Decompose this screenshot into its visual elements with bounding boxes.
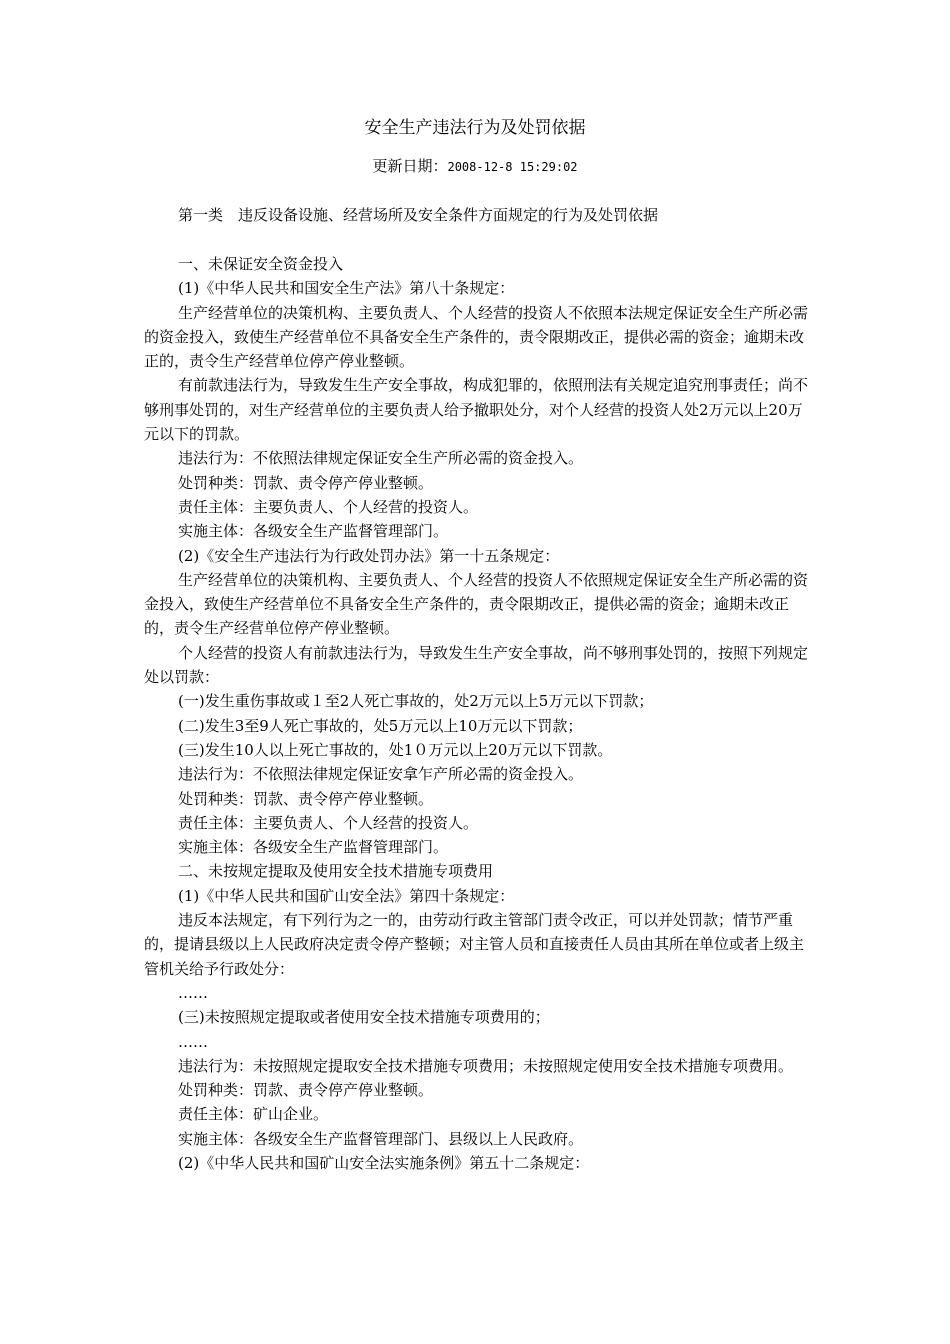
body-paragraph: 生产经营单位的决策机构、主要负责人、个人经营的投资人不依照本法规定保证安全生产所必需的资金投入，致使生产经营单位不具备安全生产条件的，责令限期改正，提供必需的资金；逾期未改正的，责令生产经营单位停产停业整顿。 [144,303,809,371]
category-heading: 第一类 违反设备设施、经营场所及安全条件方面规定的行为及处罚依据 [178,206,659,224]
ellipsis-line: …… [178,983,208,1002]
body-paragraph: 个人经营的投资人有前款违法行为，导致发生生产安全事故，尚不够刑事处罚的，按照下列规定处以罚款： [144,643,809,687]
legal-citation: (2)《中华人民共和国矿山安全法实施条例》第五十二条规定： [178,1153,590,1172]
violation-line: 违法行为：未按照规定提取安全技术措施专项费用；未按照规定使用安全技术措施专项费用。 [178,1056,794,1075]
document-body [144,252,812,1175]
enforcing-agency-line: 实施主体：各级安全生产监督管理部门、县级以上人民政府。 [178,1129,584,1148]
legal-citation: (2)《安全生产违法行为行政处罚办法》第一十五条规定： [178,546,560,565]
violation-line: 违法行为：不依照法律规定保证安全生产所必需的资金投入。 [178,449,584,468]
legal-citation: (1)《中华人民共和国安全生产法》第八十条规定： [178,279,515,298]
body-paragraph: 违反本法规定，有下列行为之一的，由劳动行政主管部门责令改正，可以并处罚款；情节严重的，提请县级以上人民政府决定责令停产整顿；对主管人员和直接责任人员由其所在单位或者上级主管机关给予行政处分： [144,911,805,978]
list-item: (二)发生3至9人死亡事故的，处5万元以上10万元以下罚款； [178,716,583,735]
body-paragraph: 有前款违法行为，导致发生生产安全事故，构成犯罪的，依照刑法有关规定追究刑事责任；尚不够刑事处罚的，对生产经营单位的主要负责人给予撤职处分，对个人经营的投资人处2万元以上20万元以下的罚款。 [144,376,809,444]
update-date-label: 更新日期： [372,157,448,175]
update-date [0,155,950,178]
list-item: (一)发生重伤事故或１至2人死亡事故的，处2万元以上5万元以下罚款； [178,692,654,711]
penalty-type-line: 处罚种类：罚款、责令停产停业整顿。 [178,473,434,492]
enforcing-agency-line: 实施主体：各级安全生产监督管理部门。 [178,522,449,541]
list-item: (三)未按照规定提取或者使用安全技术措施专项费用的； [178,1008,550,1027]
violation-line: 违法行为：不依照法律规定保证安拿乍产所必需的资金投入。 [178,765,584,784]
document-title: 安全生产违法行为及处罚依据 [364,118,586,138]
responsible-party-line: 责任主体：矿山企业。 [178,1105,329,1124]
legal-citation: (1)《中华人民共和国矿山安全法》第四十条规定： [178,886,515,905]
section-heading: 二、未按规定提取及使用安全技术措施专项费用 [178,862,494,881]
list-item: (三)发生10人以上死亡事故的，处1０万元以上20万元以下罚款。 [178,740,613,759]
ellipsis-line: …… [178,1032,208,1051]
update-date-value: 2008-12-8 15:29:02 [447,160,578,174]
penalty-type-line: 处罚种类：罚款、责令停产停业整顿。 [178,789,434,808]
responsible-party-line: 责任主体：主要负责人、个人经营的投资人。 [178,497,479,516]
penalty-type-line: 处罚种类：罚款、责令停产停业整顿。 [178,1081,434,1100]
section-heading: 一、未保证安全资金投入 [178,255,344,273]
responsible-party-line: 责任主体：主要负责人、个人经营的投资人。 [178,813,479,832]
enforcing-agency-line: 实施主体：各级安全生产监督管理部门。 [178,838,449,857]
body-paragraph: 生产经营单位的决策机构、主要负责人、个人经营的投资人不依照规定保证安全生产所必需的资金投入，致使生产经营单位不具备安全生产条件的，责令限期改正，提供必需的资金；逾期未改正的，责令生产经营单位停产停业整顿。 [144,570,809,638]
